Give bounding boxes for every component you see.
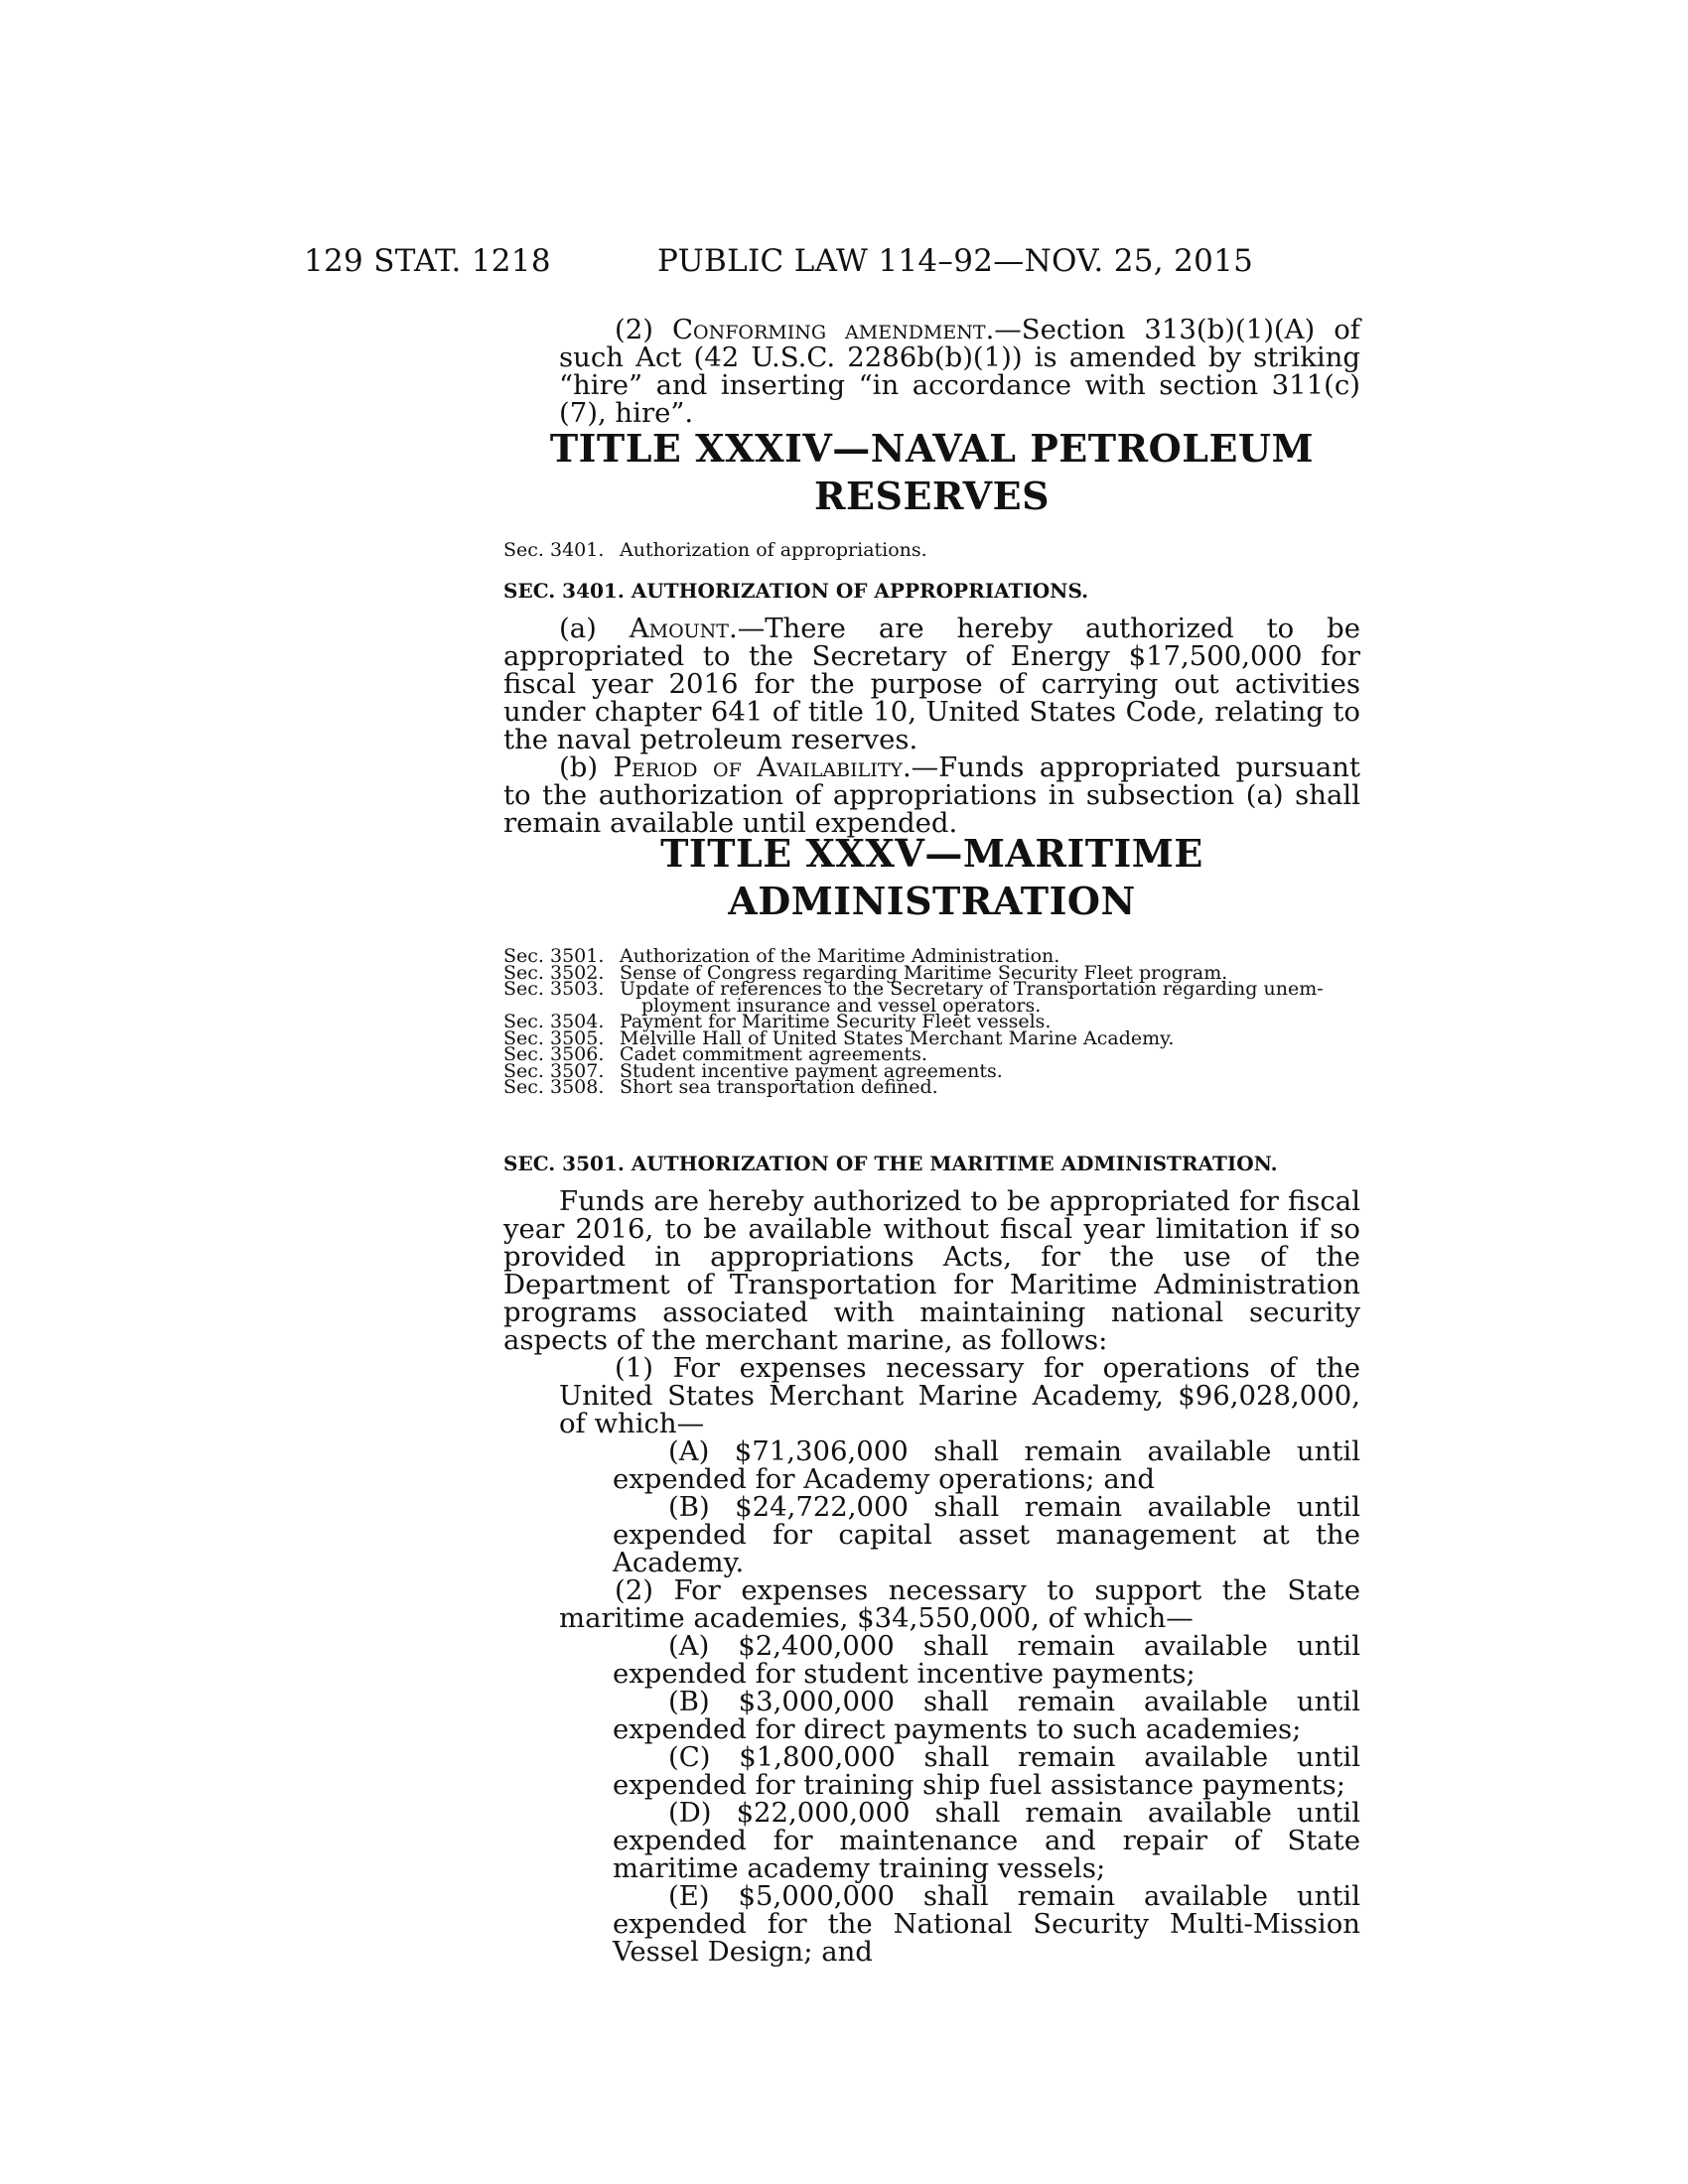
toc-text: Sense of Congress regarding Maritime Security Fleet program.	[620, 961, 1228, 984]
toc-text: Authorization of appropriations.	[620, 539, 927, 561]
title-35-block	[503, 830, 1360, 925]
subsection-a-amount	[503, 614, 1360, 753]
toc-label: Sec. 3505.	[503, 1026, 605, 1049]
title-34-block	[503, 425, 1360, 520]
toc-row	[503, 1076, 1360, 1098]
title-34-toc	[503, 539, 1360, 561]
para-label: (b)	[559, 751, 614, 783]
item-1a: (A) $71,306,000 shall remain available until expended for Academy operations; and	[613, 1435, 1360, 1495]
para-label: (2)	[615, 314, 672, 345]
item-2: (2) For expenses necessary to support the State maritime academies, $34,550,000, of which—	[559, 1574, 1360, 1634]
item-1b: (B) $24,722,000 shall remain available until expended for capital asset management at the Academy.	[613, 1491, 1360, 1578]
sec-3401-heading: SEC. 3401. AUTHORIZATION OF APPROPRIATIONS.	[503, 579, 1089, 603]
title-35-toc	[503, 945, 1360, 1098]
item-1: (1) For expenses necessary for operations of the United States Merchant Marine Academy, $96,028,000, of which—	[559, 1352, 1360, 1439]
toc-label: Sec. 3503.	[503, 978, 605, 1000]
toc-text: Update of references to the Secretary of Transportation regarding unem-	[620, 978, 1324, 1000]
toc-text: Melville Hall of United States Merchant Marine Academy.	[620, 1026, 1175, 1049]
item-2a: (A) $2,400,000 shall remain available until expended for student incentive payments;	[613, 1630, 1360, 1690]
para-text: .—Section 313(b)(1)(A) of such Act (42 U.S.C. 2286b(b)(1)) is amended by striking “hire” and inserting “in accordance with section 311(c)(7), hire”.	[559, 314, 1360, 429]
title-34-line2: RESERVES	[813, 474, 1051, 518]
paragraph-2-conforming-amendment	[503, 316, 1360, 427]
toc-text: ployment insurance and vessel operators.	[641, 994, 1042, 1017]
toc-label: Sec. 3508.	[503, 1076, 605, 1098]
para-heading: Conforming amendment	[671, 314, 986, 345]
toc-text: Student incentive payment agreements.	[620, 1059, 1003, 1082]
toc-label: Sec. 3507.	[503, 1059, 605, 1082]
sec-3501-heading: SEC. 3501. AUTHORIZATION OF THE MARITIME ADMINISTRATION.	[503, 1152, 1278, 1175]
item-2c: (C) $1,800,000 shall remain available until expended for training ship fuel assistance payments;	[613, 1741, 1360, 1801]
sec-3501	[503, 1152, 1360, 1966]
item-2b: (B) $3,000,000 shall remain available until expended for direct payments to such academies;	[613, 1686, 1360, 1745]
toc-row	[503, 539, 1360, 561]
title-35-line1: TITLE XXXV—MARITIME	[660, 831, 1203, 876]
sec-3501-intro: Funds are hereby authorized to be appropriated for fiscal year 2016, to be available without fiscal year limitation if so provided in appropriations Acts, for the use of the Department of Transportation for Maritime Administration programs associated with maintaining national security aspects of the merchant marine, as follows:	[503, 1185, 1360, 1356]
toc-label: Sec. 3501.	[503, 945, 605, 967]
toc-text: Authorization of the Maritime Administration.	[620, 945, 1060, 967]
opening-section	[503, 316, 1360, 427]
sec-3401	[503, 579, 1360, 837]
para-heading: Amount	[629, 613, 729, 644]
item-2e: (E) $5,000,000 shall remain available until expended for the National Security Multi-Mission Vessel Design; and	[613, 1880, 1360, 1968]
para-heading: Period of Availability	[613, 751, 903, 783]
para-label: (a)	[559, 613, 630, 644]
item-2d: (D) $22,000,000 shall remain available until expended for maintenance and repair of State maritime academy training vessels;	[613, 1797, 1360, 1884]
toc-text: Short sea transportation defined.	[620, 1076, 938, 1098]
para-text: .—Funds appropriated pursuant to the authorization of appropriations in subsection (a) shall remain available until expended.	[503, 751, 1360, 839]
toc-label: Sec. 3502.	[503, 961, 605, 984]
title-35-line2: ADMINISTRATION	[728, 879, 1136, 923]
toc-label: Sec. 3401.	[503, 539, 605, 561]
toc-text: Cadet commitment agreements.	[620, 1043, 927, 1065]
toc-text: Payment for Maritime Security Fleet vessels.	[620, 1011, 1052, 1032]
toc-label: Sec. 3504.	[503, 1011, 605, 1032]
toc-label: Sec. 3506.	[503, 1043, 605, 1065]
law-title-date: PUBLIC LAW 114–92—NOV. 25, 2015	[657, 243, 1254, 279]
subsection-b-period	[503, 753, 1360, 837]
para-text: .—There are hereby authorized to be appropriated to the Secretary of Energy $17,500,000 for fiscal year 2016 for the purpose of carrying out activities under chapter 641 of title 10, United States Code, relating to the naval petroleum reserves.	[503, 613, 1360, 755]
stat-page-number: 129 STAT. 1218	[304, 243, 551, 279]
title-34-line1: TITLE XXXIV—NAVAL PETROLEUM	[549, 426, 1315, 471]
